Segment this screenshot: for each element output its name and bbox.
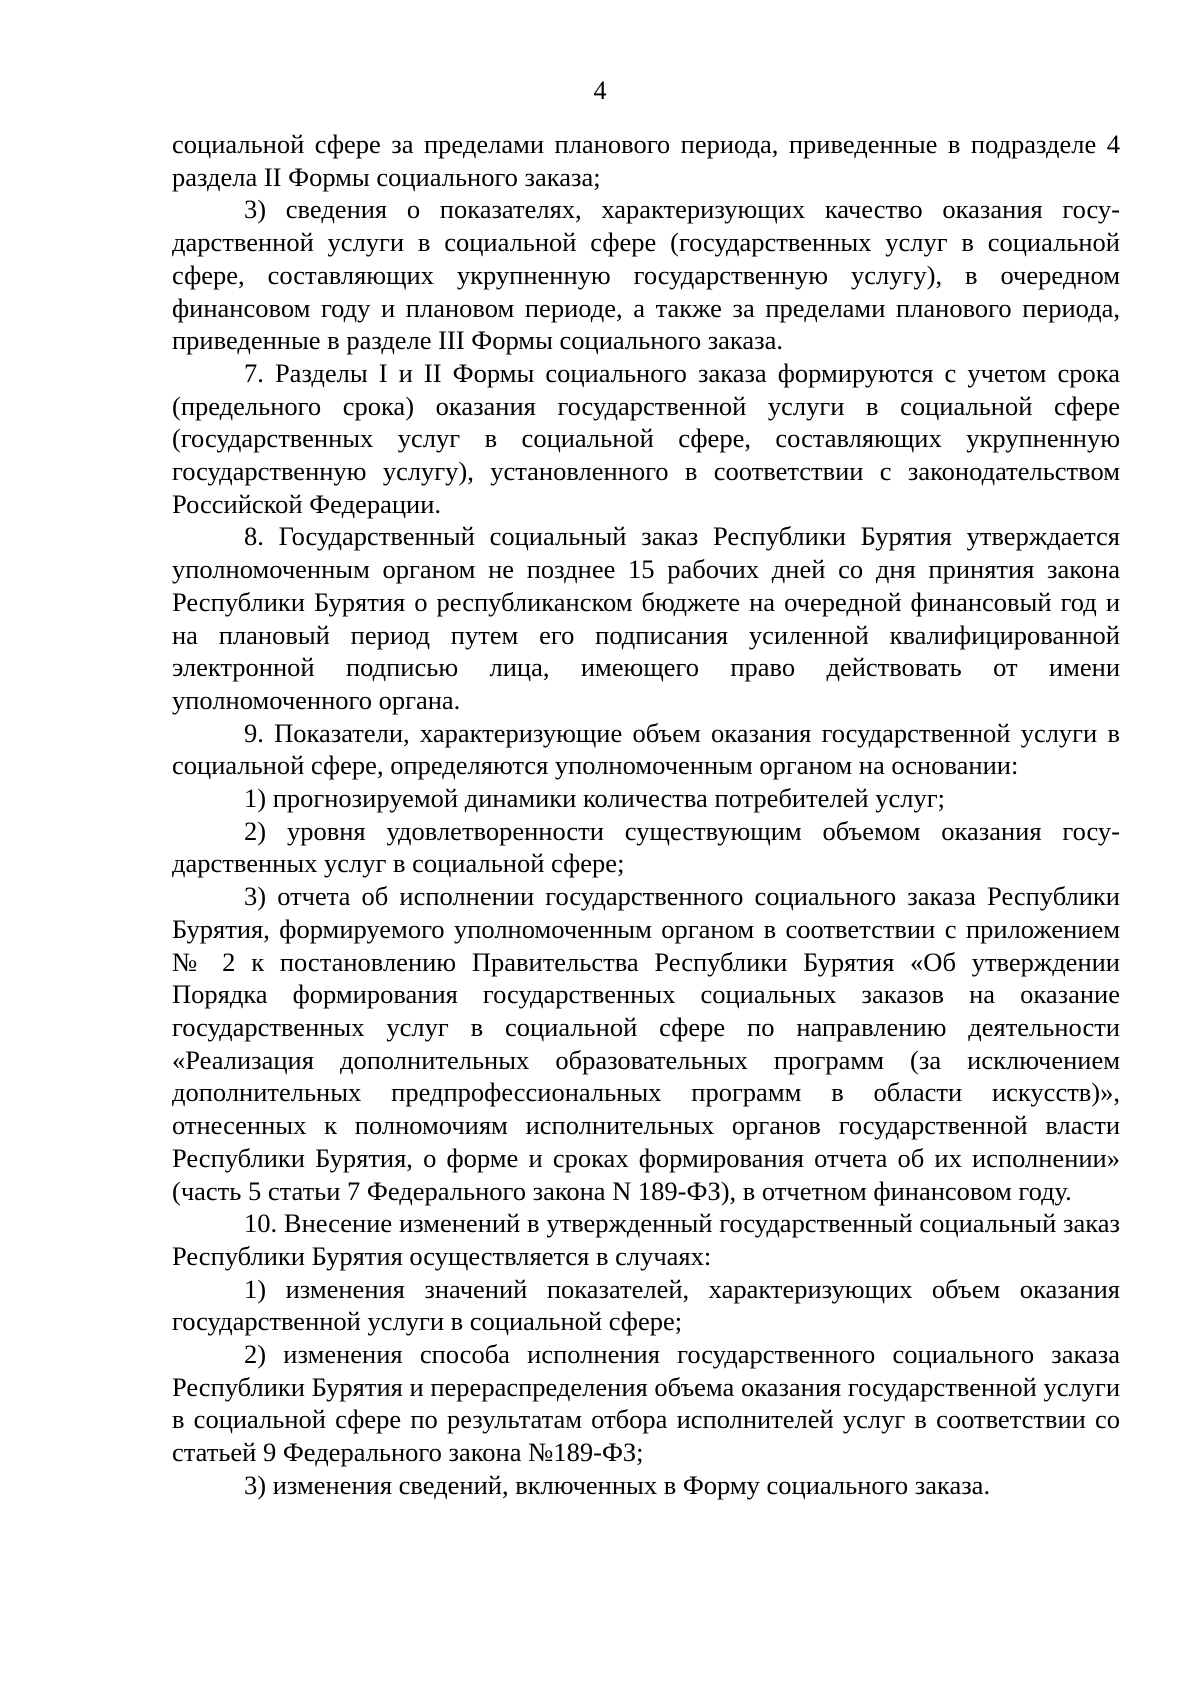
paragraph: 3) сведения о показателях, характеризующих качество оказания государственной услуги в социальной сфере (государственных услуг в социальной сфере, составляющих укрупненную государственную услугу), в очередном финансовом году и плановом периоде, а также за пределами планового периода, приведенные в разделе III Формы социального заказа. [172,194,1120,356]
paragraph: 10. Внесение изменений в утвержденный государственный социальный заказ Республики Бурятия осуществляется в случаях: [172,1208,1120,1271]
paragraph: 1) прогнозируемой динамики количества потребителей услуг; [244,783,945,814]
paragraph: 3) отчета об исполнении государственного социального заказа Республики Бурятия, формируемого уполномоченным органом в соответствии с приложением № 2 к постановлению Правительства Республики Бурятия «Об утверждении Порядка формирования государственных социальных заказов на оказание государственных услуг в социальной сфере по направлению деятельности «Реализация дополнительных образовательных программ (за исключением дополнительных предпрофессиональных программ в области искусств)», отнесенных к полномочиям исполнительных органов государственной власти Республики Бурятия, о форме и сроках формирования отчета об их исполнении» (часть 5 статьи 7 Федерального закона N 189-ФЗ), в отчетном финансовом году. [172,881,1120,1206]
paragraph: 9. Показатели, характеризующие объем оказания государственной услуги в социальной сфере, определяются уполномоченным органом на основании: [172,717,1120,781]
paragraph: 2) уровня удовлетворенности существующим объемом оказания государственных услуг в социальной сфере; [172,815,1120,879]
document-body [172,128,1120,1502]
paragraph: социальной сфере за пределами планового периода, приведенные в подразделе 4 раздела II Формы социального заказа; [172,129,1120,192]
paragraph: 2) изменения способа исполнения государственного социального заказа Республики Бурятия и перераспределения объема оказания государственной услуги в социальной сфере по результатам отбора исполнителей услуг в соответствии со статьей 9 Федерального закона №189-ФЗ; [172,1339,1120,1468]
page-number: 4 [593,76,607,105]
paragraph: 3) изменения сведений, включенных в Форму социального заказа. [244,1469,991,1500]
paragraph: 1) изменения значений показателей, характеризующих объем оказания государственной услуги в социальной сфере; [172,1273,1120,1337]
paragraph: 8. Государственный социальный заказ Республики Бурятия утверждается уполномоченным органом не позднее 15 рабочих дней со дня принятия закона Республики Бурятия о республиканском бюджете на очередной финансовый год и на плановый период путем его подписания усиленной квалифицированной электронной подписью лица, имеющего право действовать от имени уполномоченного органа. [172,521,1120,715]
paragraph: 7. Разделы I и II Формы социального заказа формируются с учетом срока (предельного срока) оказания государственной услуги в социальной сфере (государственных услуг в социальной сфере, составляющих укрупненную государственную услугу), установленного в соответствии с законодательством Российской Федерации. [172,357,1120,519]
